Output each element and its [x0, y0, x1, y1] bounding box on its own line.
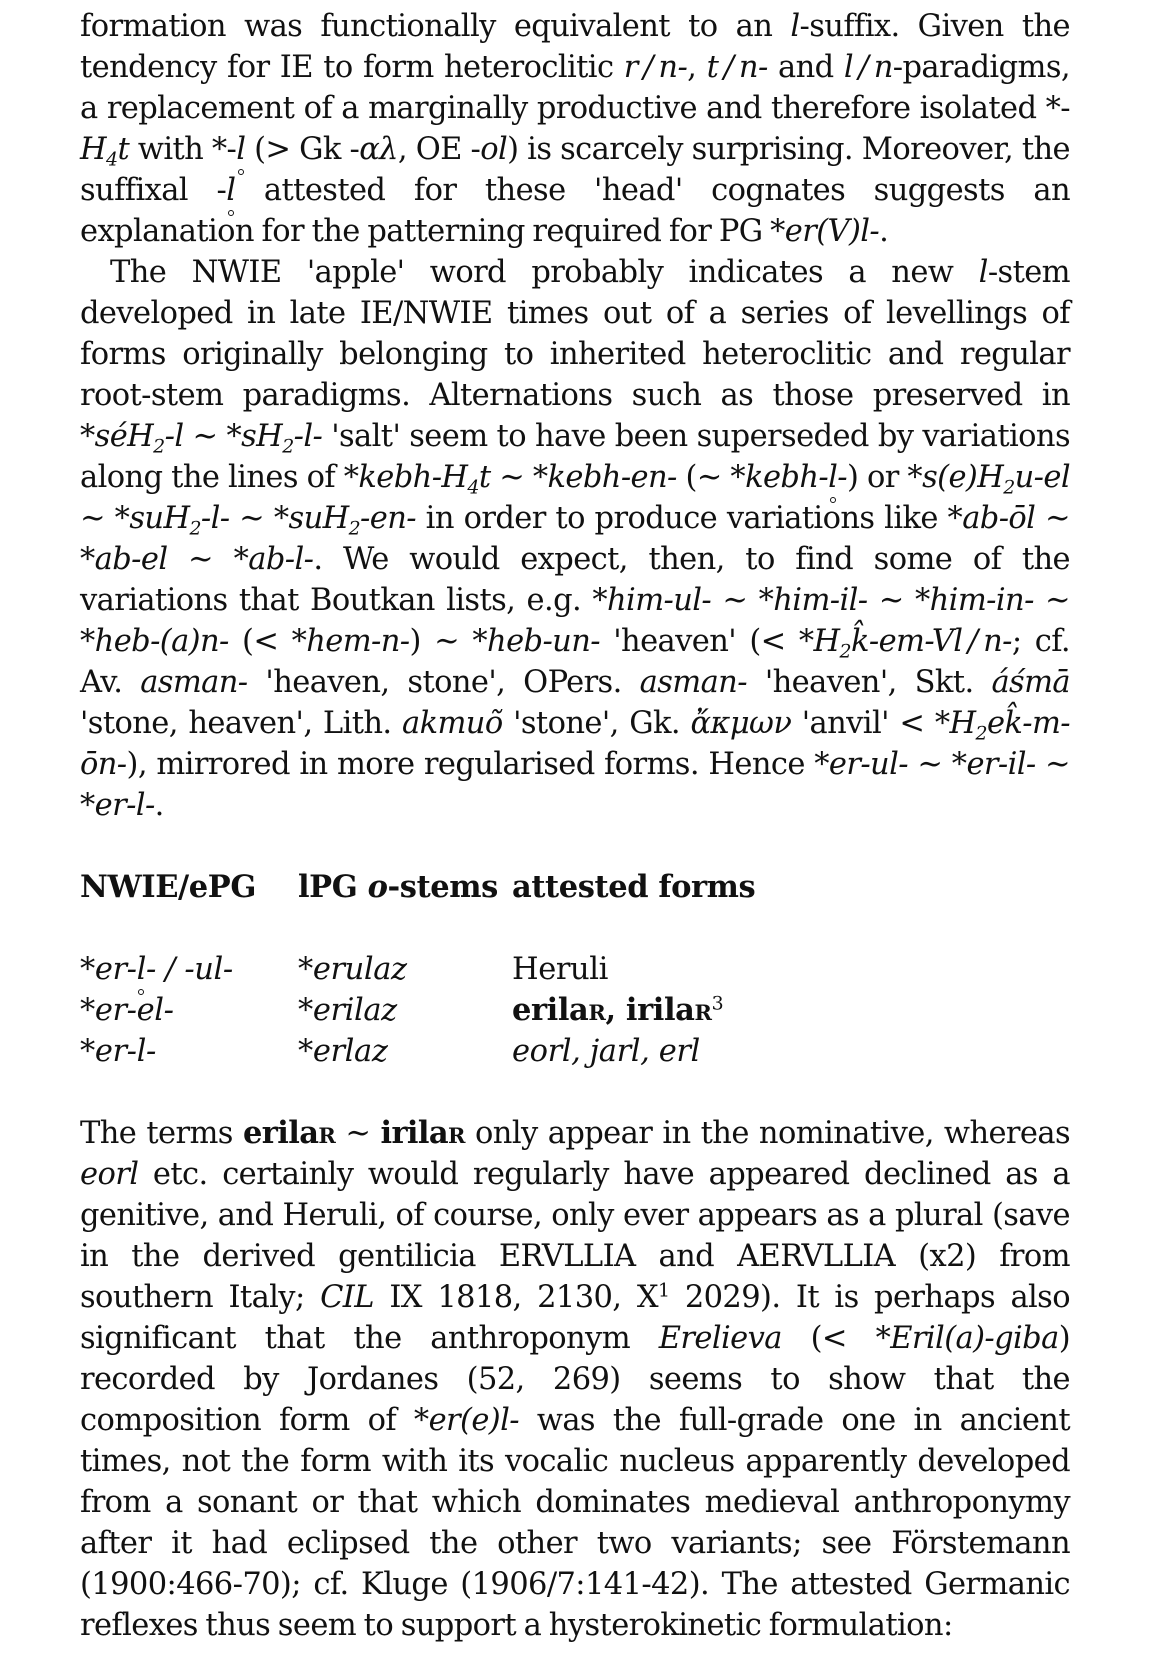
table-cell — [80, 1031, 298, 1072]
text-run: ~ * — [183, 419, 242, 454]
text-run: l — [828, 457, 837, 498]
text-run: ~ * — [167, 542, 249, 577]
text-run: 2 — [153, 435, 165, 458]
text-run: -paradigms, a replacement of a marginally productive and therefore isolated *- — [80, 50, 1070, 126]
text-run: 2 — [189, 517, 201, 540]
text-run: 'stone', Gk. — [502, 706, 691, 741]
text-run: kebh-en- — [547, 460, 677, 495]
text-run: áśmā — [991, 665, 1070, 700]
text-run: -l — [164, 419, 184, 454]
text-run: *er- — [80, 952, 137, 987]
text-run: eorl — [80, 1157, 139, 1192]
table-row — [80, 1031, 1070, 1072]
text-run: - / -ul- — [145, 952, 233, 987]
text-run: 2 — [839, 640, 851, 663]
text-run: ab-ōl — [962, 501, 1036, 536]
text-run: er(e)l- — [428, 1403, 519, 1438]
text-run: s(e)H — [922, 460, 1004, 495]
text-run: The NWIE 'apple' word probably indicates a new — [110, 255, 979, 290]
text-run: heb-un- — [487, 624, 600, 659]
text-run: ~ * — [80, 501, 1071, 577]
text-run: ~ * — [490, 460, 548, 495]
text-run: . — [154, 788, 164, 823]
text-run: Heruli — [512, 952, 608, 987]
text-run: er-il- — [966, 747, 1036, 782]
paragraph-heteroclitic-suffix — [80, 6, 1070, 252]
text-run: ἄκμων — [690, 706, 792, 741]
text-run: H — [949, 706, 976, 741]
text-run: . We would expect, then, to find some of the variations that Boutkan lists, e.g. * — [80, 542, 1070, 618]
text-run: t — [117, 132, 130, 167]
text-run: with *- — [129, 132, 237, 167]
text-run: αλ — [359, 132, 398, 167]
text-run: ) recorded by Jordanes (52, 269) seems to show that the composition form of * — [80, 1321, 1070, 1438]
text-run: 'heaven', Skt. — [746, 665, 992, 700]
text-run: Erelieva — [658, 1321, 782, 1356]
text-run: r — [318, 1115, 336, 1151]
text-run: *er-l- — [80, 1034, 156, 1069]
text-run: , — [687, 50, 707, 85]
text-run: 'stone, heaven', Lith. — [80, 706, 402, 741]
text-run: , OE - — [397, 132, 481, 167]
text-run: only appear in the nominative, whereas — [464, 1116, 1071, 1151]
text-run: ~ * — [229, 501, 289, 536]
text-run: 'salt' seem to have been superseded by variations along the lines of * — [80, 419, 1071, 495]
text-run: akmuõ — [402, 706, 503, 741]
text-run: ek̂-m-ōn- — [80, 706, 1071, 782]
text-run: NWIE/ePG — [80, 869, 256, 905]
text-run: ab-el — [94, 542, 168, 577]
text-run: ~ * — [80, 747, 1070, 823]
text-run: kebh- — [745, 460, 829, 495]
table-row — [80, 990, 1070, 1031]
table-cell — [298, 1031, 512, 1072]
text-run: Eril(a)-giba — [890, 1321, 1059, 1356]
table-header-cell — [512, 867, 1070, 908]
table-cell — [512, 1031, 1070, 1072]
text-run: hem-n- — [306, 624, 410, 659]
text-run: The terms — [80, 1116, 243, 1151]
text-run: ~ * — [711, 583, 774, 618]
text-run: ), mirrored in more regularised forms. Hence * — [126, 747, 829, 782]
text-run: H — [80, 132, 106, 167]
text-run: l — [226, 170, 235, 211]
text-run: 'heaven, stone', OPers. — [247, 665, 640, 700]
text-run: -suffix. Given the tendency for IE to form heteroclitic — [80, 9, 1070, 85]
text-run: l — [236, 129, 245, 170]
text-run: erila — [242, 1115, 319, 1151]
text-run: formation was functionally equivalent to an — [80, 9, 791, 44]
text-run: sH — [241, 419, 283, 454]
stem-table — [80, 867, 1070, 1072]
text-run: him-in- — [929, 583, 1034, 618]
paragraph-nwie-apple — [80, 252, 1070, 826]
text-run: t / n- — [706, 50, 768, 85]
text-run: was the full-grade one in ancient times, not the form with its vocalic nucleus apparently developed from a sonant or that which dominates medieval anthroponymy after it had eclipsed the other two variants; see Förstemann (1900:466-70); cf. Kluge (1906/7:141-42). The attested Germanic reflexes thus seem to support a hysterokinetic formulation: — [80, 1403, 1071, 1643]
table-cell — [80, 990, 298, 1031]
text-run: ~ * — [80, 583, 1070, 659]
text-run: -en- — [360, 501, 416, 536]
text-run: séH — [94, 419, 154, 454]
text-run: , irila — [605, 992, 695, 1028]
text-run: ol — [480, 132, 508, 167]
text-run: heb-(a)n- — [94, 624, 229, 659]
text-run: l — [790, 9, 800, 44]
text-run: attested forms — [512, 869, 756, 905]
text-run: -l- — [200, 501, 230, 536]
table-header-cell — [80, 867, 298, 908]
table-cell — [298, 949, 512, 990]
text-run: r — [694, 992, 712, 1028]
text-run: ~ * — [907, 747, 967, 782]
text-run: IX 1818, 2130, X — [373, 1280, 658, 1315]
text-run: er(V)l- — [784, 214, 880, 249]
text-run: erila — [512, 992, 589, 1028]
text-run: *erulaz — [298, 952, 407, 987]
text-run: 4 — [467, 476, 479, 499]
text-run: asman- — [639, 665, 747, 700]
text-run: r — [448, 1115, 465, 1151]
text-run: 2 — [1003, 476, 1015, 499]
text-run: lPG — [298, 869, 368, 905]
text-run: and — [767, 50, 844, 85]
text-run: l — [137, 949, 146, 990]
text-run: *erilaz — [298, 993, 397, 1028]
text-run: suH — [288, 501, 349, 536]
text-run: 2 — [282, 435, 294, 458]
text-run: (~ * — [676, 460, 746, 495]
text-run: him-ul- — [607, 583, 712, 618]
text-run: o — [367, 869, 388, 905]
text-run: irila — [380, 1115, 449, 1151]
text-run: him-il- — [773, 583, 868, 618]
paragraph-erilar-nominative — [80, 1113, 1070, 1646]
text-run: er-ul- — [828, 747, 908, 782]
text-run: kebh-H — [358, 460, 468, 495]
text-run: 2029). It is perhaps also significant that the anthroponym — [80, 1280, 1070, 1356]
text-run: ; cf. Av. — [80, 624, 1070, 700]
text-run: r — [588, 992, 606, 1028]
text-run: -l- — [293, 419, 323, 454]
text-run: l / n — [843, 50, 893, 85]
table-cell — [512, 990, 1070, 1031]
table-header-cell — [298, 867, 512, 908]
text-run: (> Gk - — [245, 132, 360, 167]
text-run: (< * — [228, 624, 307, 659]
text-run: 1 — [657, 1279, 670, 1302]
text-run: l — [978, 255, 988, 290]
text-run: in order to produce variations like * — [415, 501, 963, 536]
text-run: 'heaven' (< * — [599, 624, 814, 659]
table-cell — [298, 990, 512, 1031]
text-run: H — [813, 624, 840, 659]
text-run: asman- — [140, 665, 248, 700]
text-run: (< * — [781, 1321, 891, 1356]
text-run: *er-el- — [80, 993, 174, 1028]
text-run: 4 — [106, 148, 118, 171]
text-run: r / n- — [623, 50, 688, 85]
text-run: *erlaz — [298, 1034, 388, 1069]
table-header-row — [80, 867, 1070, 908]
text-run: 'anvil' < * — [791, 706, 950, 741]
text-run: . — [879, 214, 889, 249]
text-run: attested for these 'head' cognates suggests an explanation for the patterning required for PG * — [80, 173, 1070, 249]
text-run: t — [478, 460, 491, 495]
text-run: er-l- — [94, 788, 155, 823]
text-run: ~ * — [867, 583, 930, 618]
table-cell — [80, 949, 298, 990]
text-run: -stems — [387, 869, 498, 905]
table-row — [80, 949, 1070, 990]
text-run: ) or * — [846, 460, 923, 495]
text-run: - — [837, 460, 847, 495]
text-run: etc. certainly would regularly have appeared declined as a genitive, and Heruli, of course, only ever appears as a plural (save in the derived gentilicia ERVLLIA and AERVLLIA (x2) from southern Italy; — [80, 1157, 1070, 1315]
text-run: ~ * — [80, 501, 130, 536]
text-run: k̂-em-Vl / n- — [850, 624, 1012, 659]
text-run: suH — [129, 501, 190, 536]
text-run: 2 — [348, 517, 361, 540]
text-run: CIL — [320, 1280, 374, 1315]
text-run: ) is scarcely surprising. Moreover, the suffixal - — [80, 132, 1070, 208]
text-run: ~ — [335, 1116, 381, 1151]
text-run: ab-l- — [248, 542, 314, 577]
text-run: ) ~ * — [409, 624, 488, 659]
text-run: 3 — [711, 992, 724, 1015]
text-run: u-el — [1014, 460, 1070, 495]
table-cell — [512, 949, 1070, 990]
text-run: eorl, jarl, erl — [512, 1034, 700, 1069]
text-run: -stem developed in late IE/NWIE times out of a series of levellings of forms originally belonging to inherited heteroclitic and regular root-stem paradigms. Alternations such as those preserved in * — [80, 255, 1070, 454]
text-run: 2 — [975, 722, 987, 745]
